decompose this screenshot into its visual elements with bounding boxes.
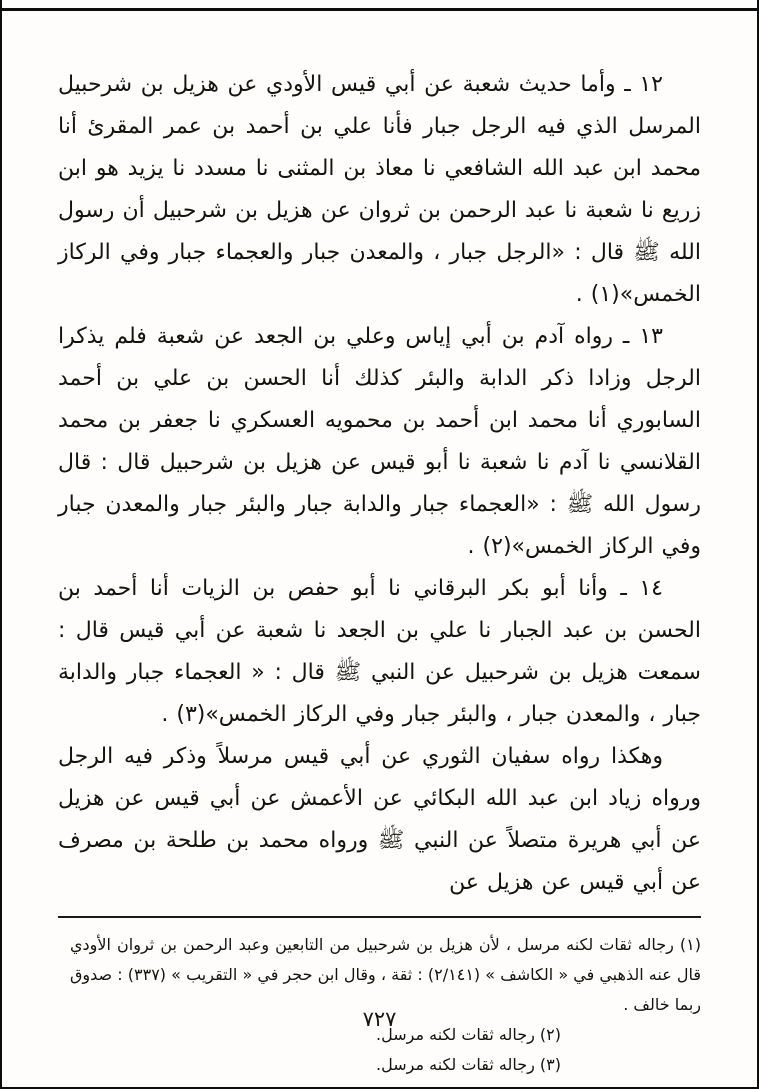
footnote-3: (٣) رجاله ثقات لكنه مرسل. bbox=[376, 1055, 561, 1074]
footnote-1: (١) رجاله ثقات لكنه مرسل ، لأن هزيل بن شرحبيل من التابعين وعبد الرحمن بن ثروان الأودي قال عنه الذهبي في « الكاشف » (٢/١٤١) : ثقة ، وقال ابن حجر في « التقريب » (٣٣٧) : صدوق ربما خالف . bbox=[70, 935, 702, 1014]
hadith-paragraph-12: ١٢ ـ وأما حديث شعبة عن أبي قيس الأودي عن هزيل بن شرحبيل المرسل الذي فيه الرجل جبار فأنا علي بن أحمد بن عمر المقرئ أنا محمد ابن عبد الله الشافعي نا معاذ بن المثنى نا مسدد نا يزيد هو ابن زريع نا شعبة نا عبد الرحمن بن ثروان عن هزيل بن شرحبيل أن رسول الله ﷺ قال : «الرجل جبار ، والمعدن جبار والعجماء جبار وفي الركاز الخمس»(١) . bbox=[58, 72, 701, 307]
closing-paragraph: وهكذا رواه سفيان الثوري عن أبي قيس مرسلاً وذكر فيه الرجل ورواه زياد ابن عبد الله البكائي عن الأعمش عن أبي قيس عن هزيل عن أبي هريرة متصلاً عن النبي ﷺ ورواه محمد بن طلحة بن مصرف عن أبي قيس عن هزيل عن bbox=[58, 744, 701, 895]
hadith-paragraph-14: ١٤ ـ وأنا أبو بكر البرقاني نا أبو حفص بن الزيات أنا أحمد بن الحسن بن عبد الجبار نا علي بن الجعد نا شعبة عن أبي قيس قال : سمعت هزيل بن شرحبيل عن النبي ﷺ قال : « العجماء جبار والدابة جبار ، والمعدن جبار ، والبئر جبار وفي الركاز الخمس»(٣) . bbox=[58, 576, 701, 727]
hadith-paragraph-13: ١٣ ـ رواه آدم بن أبي إياس وعلي بن الجعد عن شعبة فلم يذكرا الرجل وزادا ذكر الدابة والبئر كذلك أنا الحسن بن علي بن أحمد السابوري أنا محمد ابن أحمد بن محمويه العسكري نا جعفر بن محمد القلانسي نا آدم نا شعبة نا أبو قيس عن هزيل بن شرحبيل قال : قال رسول الله ﷺ : «العجماء جبار والدابة جبار والبئر جبار والمعدن جبار وفي الركاز الخمس»(٢) . bbox=[58, 324, 701, 559]
footnotes-section bbox=[58, 916, 701, 1080]
main-text-block bbox=[2, 0, 757, 904]
footnote-2: (٢) رجاله ثقات لكنه مرسل. bbox=[376, 1025, 561, 1044]
page-number: ٧٢٧ bbox=[362, 1007, 397, 1031]
